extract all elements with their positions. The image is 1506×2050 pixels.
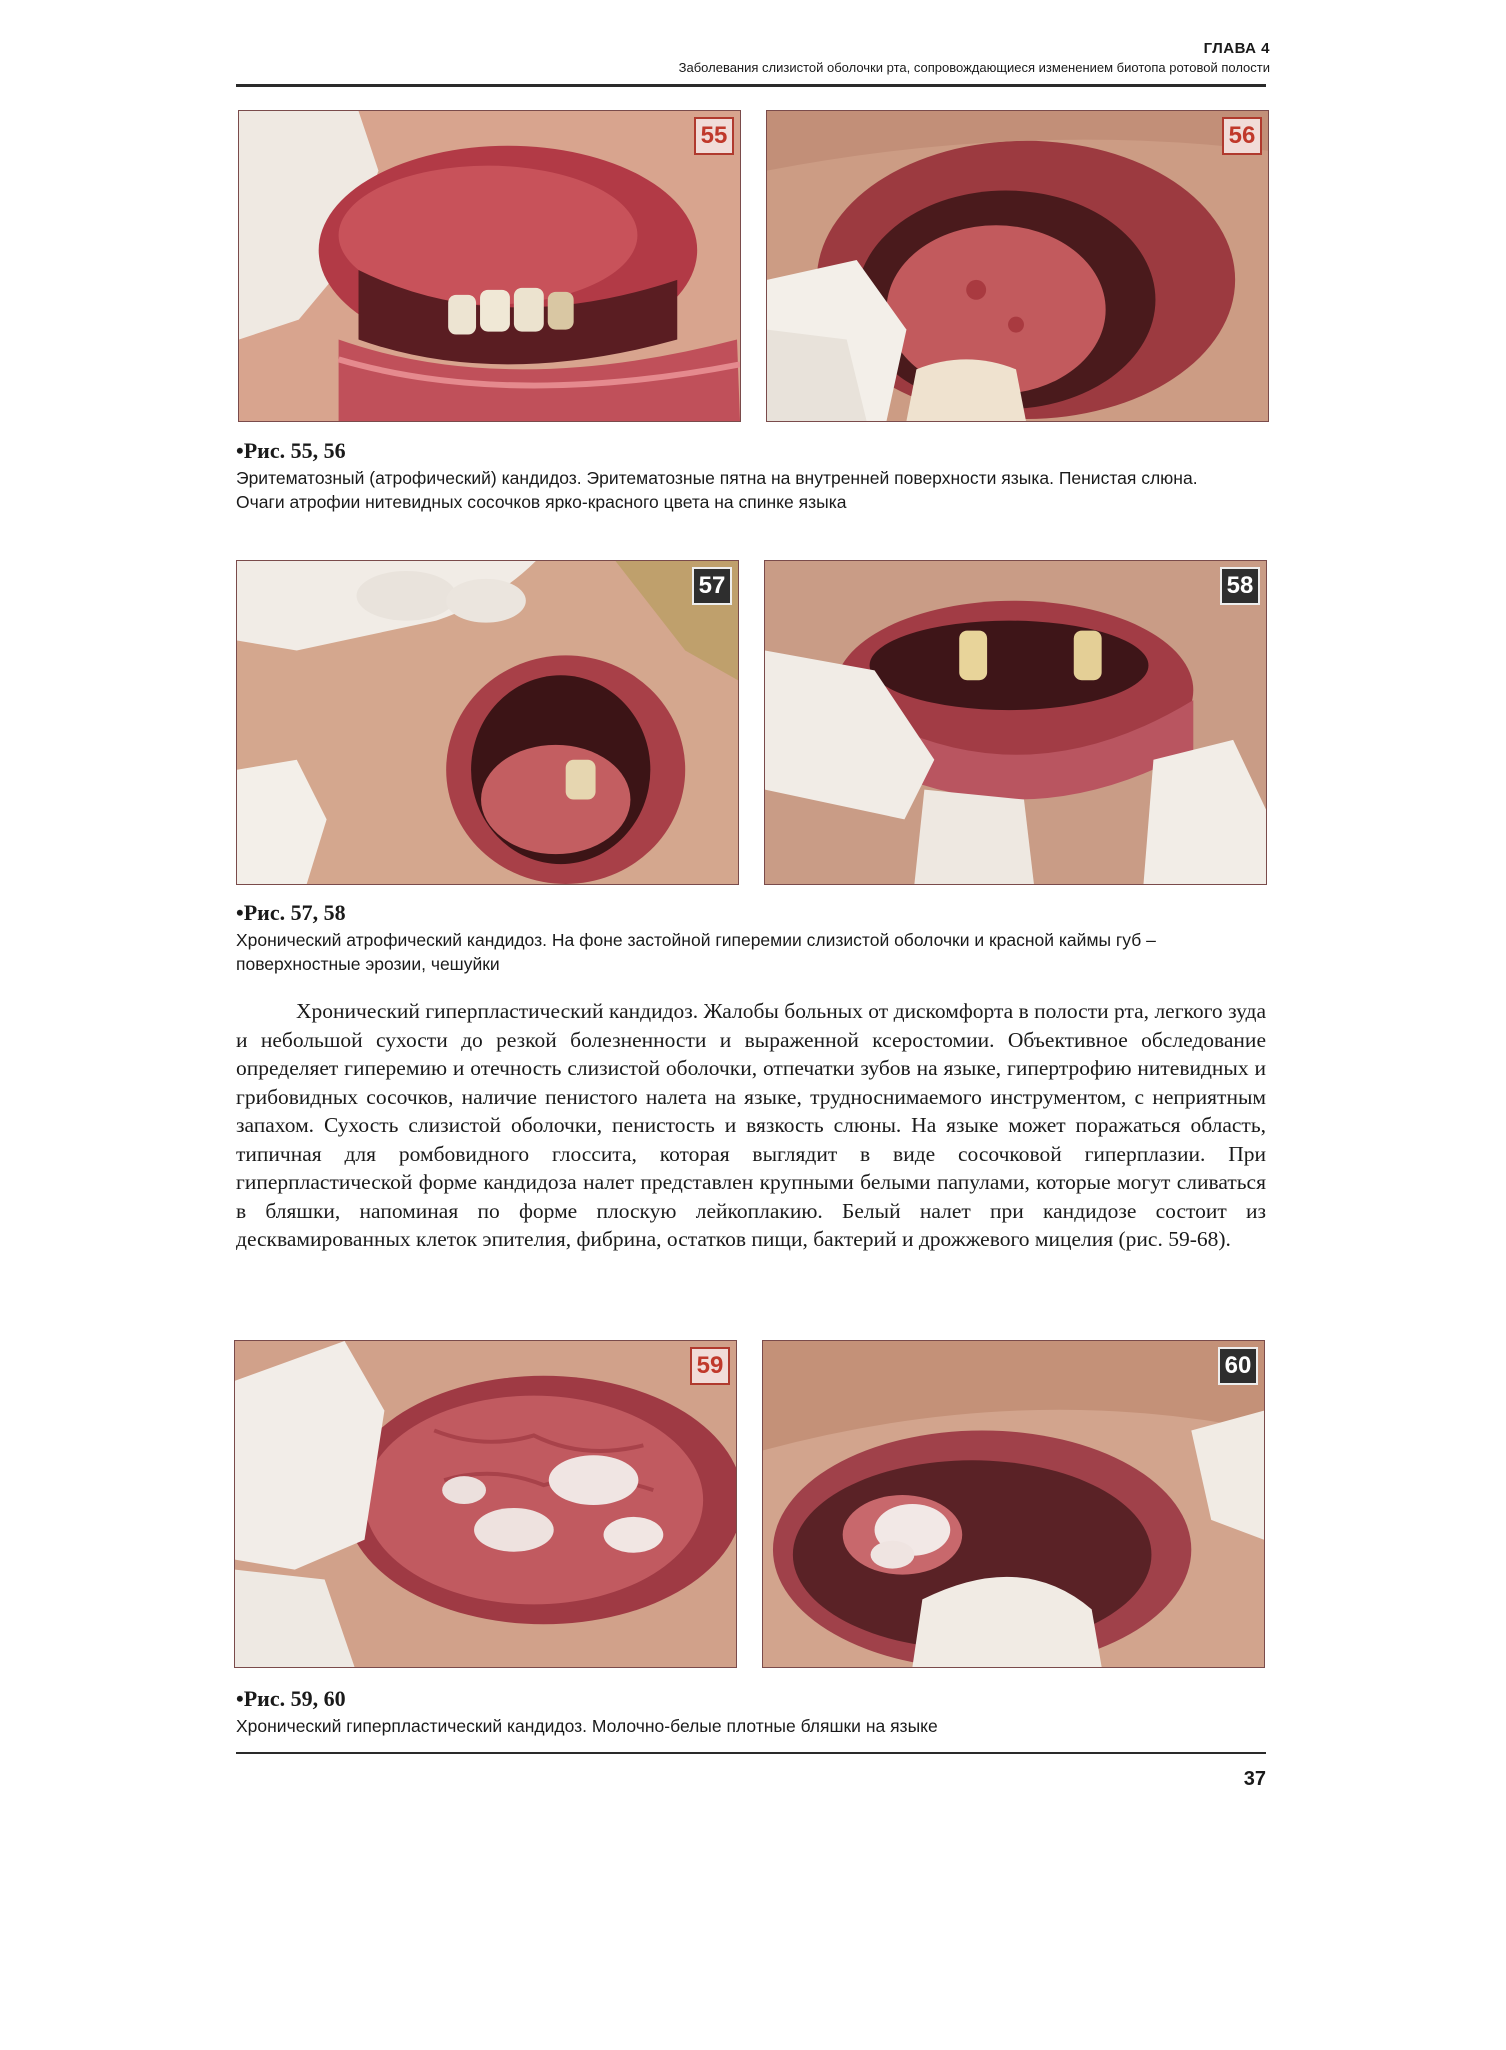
figure-60-illustration [763,1341,1264,1667]
figure-58-illustration [765,561,1266,884]
figure-57-number-badge: 57 [692,567,732,605]
figure-55-number-badge: 55 [694,117,734,155]
figure-55-56-caption: Эритематозный (атрофический) кандидоз. Эритематозные пятна на внутренней поверхности языка. Пенистая слюна. Очаги атрофии нитевидных сосочков ярко-красного цвета на спинке языка [236,468,1198,512]
figure-56-number-badge: 56 [1222,117,1262,155]
figure-55-illustration [239,111,740,421]
figure-59-number-badge: 59 [690,1347,730,1385]
figure-58-photo [764,560,1267,885]
figure-60-number-badge: 60 [1218,1347,1258,1385]
figure-56-illustration [767,111,1268,421]
chapter-subtitle: Заболевания слизистой оболочки рта, сопровождающиеся изменением биотопа ротовой полости [678,60,1270,75]
figure-59-60-label: •Рис. 59, 60 [236,1686,346,1711]
figure-55-photo [238,110,741,422]
figure-57-illustration [237,561,738,884]
figure-56-photo [766,110,1269,422]
figure-55-56-label: •Рис. 55, 56 [236,438,346,463]
figure-57-photo [236,560,739,885]
footer-rule [236,1752,1266,1754]
figure-57-58-label: •Рис. 57, 58 [236,900,346,925]
header-rule [236,84,1266,87]
figure-57-58-caption: Хронический атрофический кандидоз. На фоне застойной гиперемии слизистой оболочки и красной каймы губ – поверхностные эрозии, чешуйки [236,930,1156,974]
chapter-heading: ГЛАВА 4 [1203,40,1270,57]
page-number: 37 [1243,1768,1266,1790]
figure-59-illustration [235,1341,736,1667]
figure-60-photo [762,1340,1265,1668]
figure-58-number-badge: 58 [1220,567,1260,605]
figure-59-60-caption: Хронический гиперпластический кандидоз. Молочно-белые плотные бляшки на языке [236,1716,938,1736]
figure-59-photo [234,1340,737,1668]
body-paragraph: Хронический гиперпластический кандидоз. Жалобы больных от дискомфорта в полости рта, легкого зуда и небольшой сухости до резкой болезненности и выраженной ксеростомии. Объективное обследование определяет гиперемию и отечность слизистой оболочки, отпечатки зубов на языке, гипертрофию нитевидных и грибовидных сосочков, наличие пенистого налета на языке, трудноснимаемого инструментом, с неприятным запахом. Сухость слизистой оболочки, пенистость и вязкость слюны. На языке может поражаться область, типичная для ромбовидного глоссита, которая выглядит в виде сосочковой гиперплазии. При гиперпластической форме кандидоза налет представлен крупными белыми папулами, которые могут сливаться в бляшки, напоминая по форме плоскую лейкоплакию. Белый налет при кандидозе состоит из десквамированных клеток эпителия, фибрина, остатков пищи, бактерий и дрожжевого мицелия (рис. 59-68). [236,999,1266,1251]
